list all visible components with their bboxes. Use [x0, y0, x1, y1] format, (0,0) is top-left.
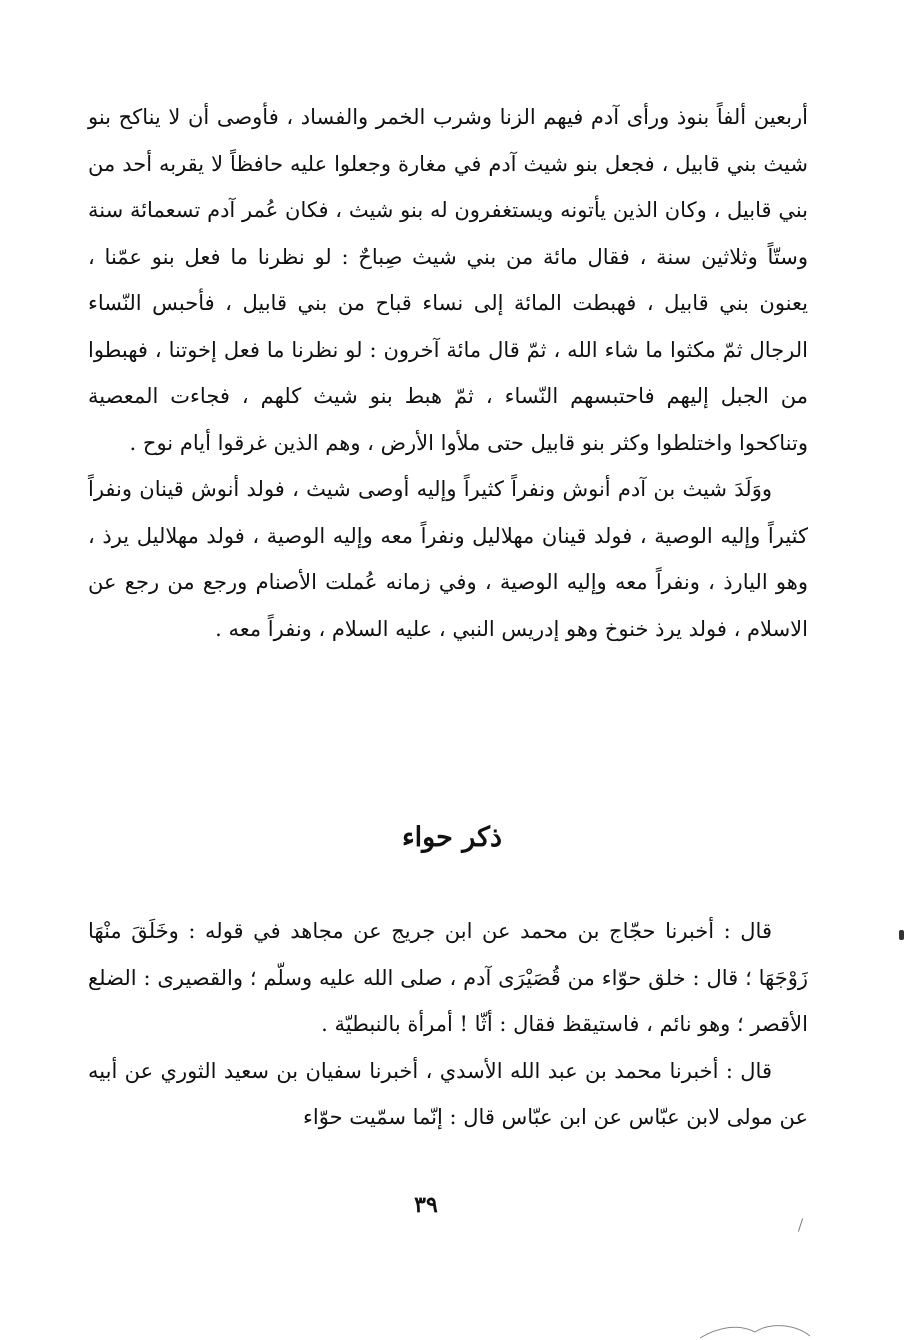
- paragraph-seth-descendants-2: ووَلَدَ شيث بن آدم أنوش ونفراً كثيراً وإليه أوصى شيث ، فولد أنوش قينان ونفراً كثيراً وإليه الوصية ، فولد قينان مهلاليل ونفراً معه وإليه الوصية ، فولد مهلاليل يرذ ، وهو اليارذ ، ونفراً معه وإليه الوصية ، وفي زمانه عُملت الأصنام ورجع من رجع عن الاسلام ، فولد يرذ خنوخ وهو إدريس النبي ، عليه السلام ، ونفراً معه .: [88, 477, 808, 641]
- lower-text-block: [88, 908, 808, 1141]
- page-number: ٣٩: [414, 1192, 438, 1218]
- paragraph-eve-1: قال : أخبرنا حجّاج بن محمد عن ابن جريج عن مجاهد في قوله : وخَلَقَ منْهَا زَوْجَهَا ؛ قال : خلق حوّاء من قُصَيْرَى آدم ، صلى الله عليه وسلّم ؛ والقصيرى : الضلع الأقصر ؛ وهو نائم ، فاستيقظ فقال : أثّا ! أمرأة بالنبطيّة .: [88, 919, 808, 1036]
- paragraph-eve-2: قال : أخبرنا محمد بن عبد الله الأسدي ، أخبرنا سفيان بن سعيد الثوري عن أبيه عن مولى لابن عبّاس عن ابن عبّاس قال : إنّما سمّيت حوّاء: [88, 1058, 808, 1129]
- section-title: ذكر حواء: [401, 822, 502, 853]
- scan-edge-curve: [700, 1316, 810, 1340]
- scan-speck: [899, 930, 904, 940]
- upper-text-block: [88, 94, 808, 652]
- paragraph-seth-descendants-1: أربعين ألفاً بنوذ ورأى آدم فيهم الزنا وشرب الخمر والفساد ، فأوصى أن لا يناكح بنو شيث بني قابيل ، فجعل بنو شيث آدم في مغارة وجعلوا عليه حافظاً لا يقربه أحد من بني قابيل ، وكان الذين يأتونه ويستغفرون له بنو شيث ، فكان عُمر آدم تسعمائة سنة وستّاً وثلاثين سنة ، فقال مائة من بني شيث صِباحٌ : لو نظرنا ما فعل بنو عمّنا ، يعنون بني قابيل ، فهبطت المائة إلى نساء قباح من بني قابيل ، فأحبس النّساء الرجال ثمّ مكثوا ما شاء الله ، ثمّ قال مائة آخرون : لو نظرنا ما فعل إخوتنا ، فهبطوا من الجبل إليهم فاحتبسهم النّساء ، ثمّ هبط بنو شيث كلهم ، فجاءت المعصية وتناكحوا واختلطوا وكثر بنو قابيل حتى ملأوا الأرض ، وهم الذين غرقوا أيام نوح .: [88, 105, 808, 455]
- scan-stroke: [798, 1218, 803, 1232]
